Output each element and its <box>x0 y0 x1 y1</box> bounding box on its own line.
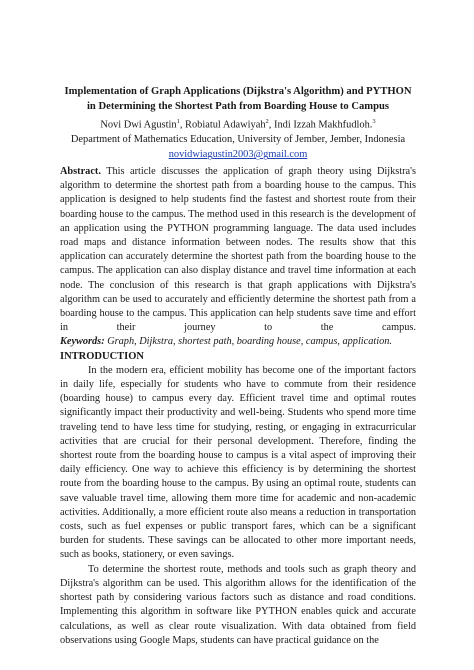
title-line-2: in Determining the Shortest Path from Boarding House to Campus <box>86 101 390 112</box>
author-separator: , <box>268 119 274 131</box>
intro-paragraph-2: To determine the shortest route, methods and tools such as graph theory and Dijkstra's algorithm can be used. This algorithm allows for the identification of the shortest path by considering various factors such as distance and road conditions. Implementing this algorithm in software like PYTHON enables quick and accurate calculations, as well as clear route visualization. With data obtained from field observations using Google Maps, students can have practical guidance on the <box>60 563 416 646</box>
author-name: Indi Izzah Makhfudloh. <box>274 119 373 131</box>
paper-title <box>60 84 416 114</box>
author-separator: , <box>179 119 186 131</box>
author-affil-mark: 3 <box>372 118 376 125</box>
abstract-paragraph <box>60 165 416 335</box>
author-affil-mark: 2 <box>265 118 269 125</box>
author-affil-mark: 1 <box>176 118 180 125</box>
author-name: Robiatul Adawiyah <box>185 119 266 131</box>
author-list <box>60 114 416 132</box>
keywords-label: Keywords: <box>60 336 105 348</box>
keywords-text: Graph, Dijkstra, shortest path, boarding house, campus, application. <box>104 336 392 348</box>
affiliation: Department of Mathematics Education, University of Jember, Jember, Indonesia <box>70 134 406 146</box>
section-heading: INTRODUCTION <box>60 350 145 362</box>
email-link[interactable]: novidwiagustin2003@gmail.com <box>168 149 308 161</box>
paper-body <box>60 165 416 648</box>
title-line-1: Implementation of Graph Applications (Dijkstra's Algorithm) and PYTHON <box>64 86 412 97</box>
abstract-label: Abstract. <box>60 166 101 177</box>
paper-header <box>60 84 416 162</box>
keywords-line <box>60 335 416 349</box>
email-line <box>60 147 416 162</box>
author-name: Novi Dwi Agustin <box>100 119 177 131</box>
abstract-text: This article discusses the application of graph theory using Dijkstra's algorithm to determine the shortest path from a boarding house to the campus. This application is designed to help students find the fastest and shortest route from their boarding house to the campus. The method used in this research is the development of an application using the PYTHON programming language. The data used includes road maps and distance information between nodes. The results show that this application can accurately determine the shortest path from the boarding house to the campus. The application can also display distance and travel time information at each node. The conclusion of this research is that graph applications with Dijkstra's algorithm can be used to accurately and efficiently determine the shortest path from a boarding house to the campus. This application can help students save time and effort in their journey to the campus. <box>60 166 416 334</box>
intro-paragraph-1: In the modern era, efficient mobility has become one of the important factors in daily life, especially for students who have to commute from their residence (boarding house) to campus every day. Efficient travel time and optimal routes significantly impact their productivity and well-being. Students who spend more time traveling tend to have less time for studying, resting, or engaging in extracurricular activities that are crucial for their personal development. Therefore, finding the shortest route from the boarding house to campus is a vital aspect of improving their daily efficiency. One way to achieve this efficiency is by determining the shortest route from the boarding house to the campus. By using an optimal route, students can save valuable travel time, allowing them more time for academic and non-academic activities. Additionally, a more efficient route also means a reduction in transportation costs, such as fuel expenses or public transport fares, which can be a significant burden for students. These savings can be allocated to other more important needs, such as books, stationery, or even savings. <box>60 364 416 561</box>
